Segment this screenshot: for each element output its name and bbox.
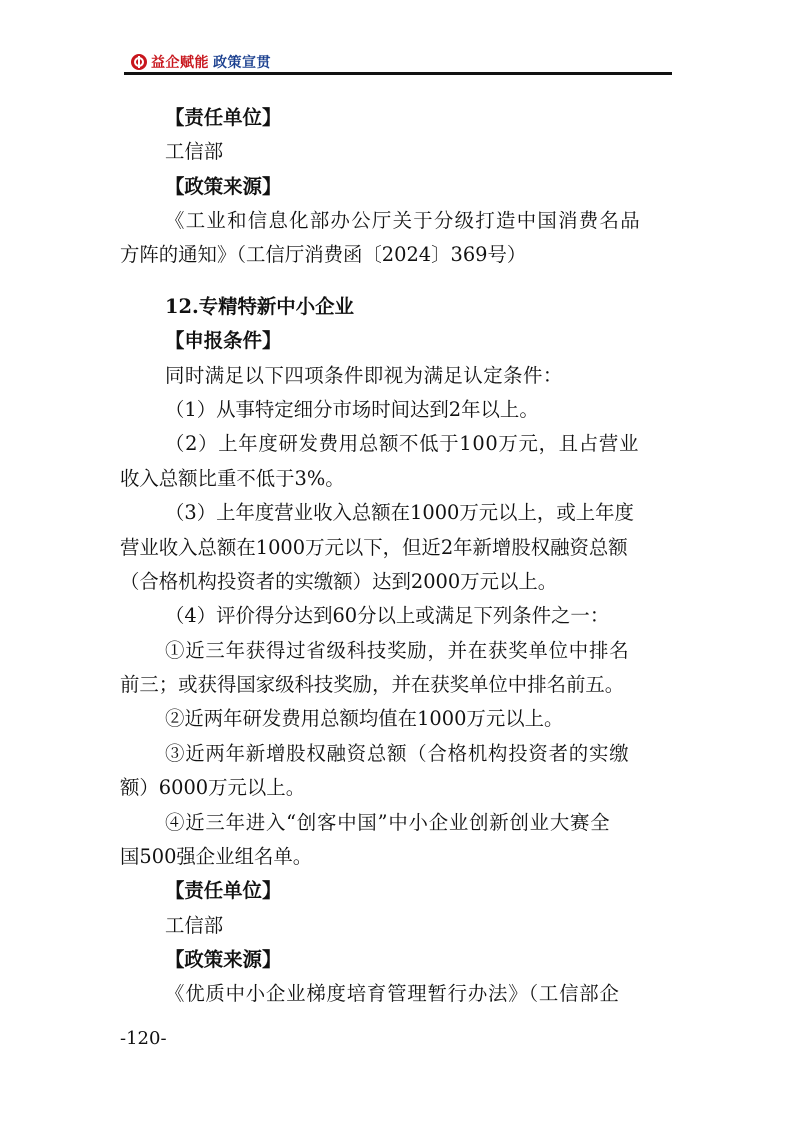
body-line: 工信部 bbox=[165, 914, 224, 937]
section-heading-policy-source: 【政策来源】 bbox=[165, 948, 282, 971]
condition-4: （4）评价得分达到60分以上或满足下列条件之一： bbox=[165, 604, 610, 627]
brand-logo-icon bbox=[131, 54, 147, 70]
brand-tagline: 政策宣贯 bbox=[213, 55, 271, 71]
section-heading-policy-source: 【政策来源】 bbox=[165, 175, 282, 198]
body-line: 同时满足以下四项条件即视为满足认定条件： bbox=[165, 364, 563, 387]
item-title: 12.专精特新中小企业 bbox=[165, 295, 354, 318]
section-heading-responsible-unit: 【责任单位】 bbox=[165, 106, 282, 129]
sub-condition-4: ④近三年进入“创客中国”中小企业创新创业大赛全 bbox=[165, 811, 611, 834]
body-line: 收入总额比重不低于3%。 bbox=[120, 467, 345, 490]
section-heading-responsible-unit: 【责任单位】 bbox=[165, 879, 282, 902]
body-line: 前三；或获得国家级科技奖励，并在获奖单位中排名前五。 bbox=[120, 673, 625, 696]
condition-1: （1）从事特定细分市场时间达到2年以上。 bbox=[165, 398, 539, 421]
brand-name: 益企赋能 bbox=[151, 55, 209, 71]
sub-condition-1: ①近三年获得过省级科技奖励，并在获奖单位中排名 bbox=[165, 639, 630, 662]
body-line: （合格机构投资者的实缴额）达到2000万元以上。 bbox=[120, 570, 558, 593]
body-line: 《优质中小企业梯度培育管理暂行办法》（工信部企 bbox=[165, 982, 620, 1005]
body-line: 方阵的通知》（工信厅消费函〔2024〕369号） bbox=[120, 243, 527, 266]
body-line: 工信部 bbox=[165, 140, 224, 163]
condition-3: （3）上年度营业收入总额在1000万元以上，或上年度 bbox=[165, 501, 634, 524]
body-line: 营业收入总额在1000万元以下，但近2年新增股权融资总额 bbox=[120, 536, 628, 559]
sub-condition-2: ②近两年研发费用总额均值在1000万元以上。 bbox=[165, 707, 564, 730]
condition-2: （2）上年度研发费用总额不低于100万元，且占营业 bbox=[165, 432, 640, 455]
header-rule bbox=[124, 72, 672, 75]
body-line: 国500强企业组名单。 bbox=[120, 845, 313, 868]
body-line: 额）6000万元以上。 bbox=[120, 776, 306, 799]
body-line: 《工业和信息化部办公厅关于分级打造中国消费名品 bbox=[165, 209, 641, 232]
page-header bbox=[131, 51, 271, 73]
section-heading-application-conditions: 【申报条件】 bbox=[165, 329, 282, 352]
page-number: -120- bbox=[120, 1028, 167, 1049]
sub-condition-3: ③近两年新增股权融资总额（合格机构投资者的实缴 bbox=[165, 742, 630, 765]
